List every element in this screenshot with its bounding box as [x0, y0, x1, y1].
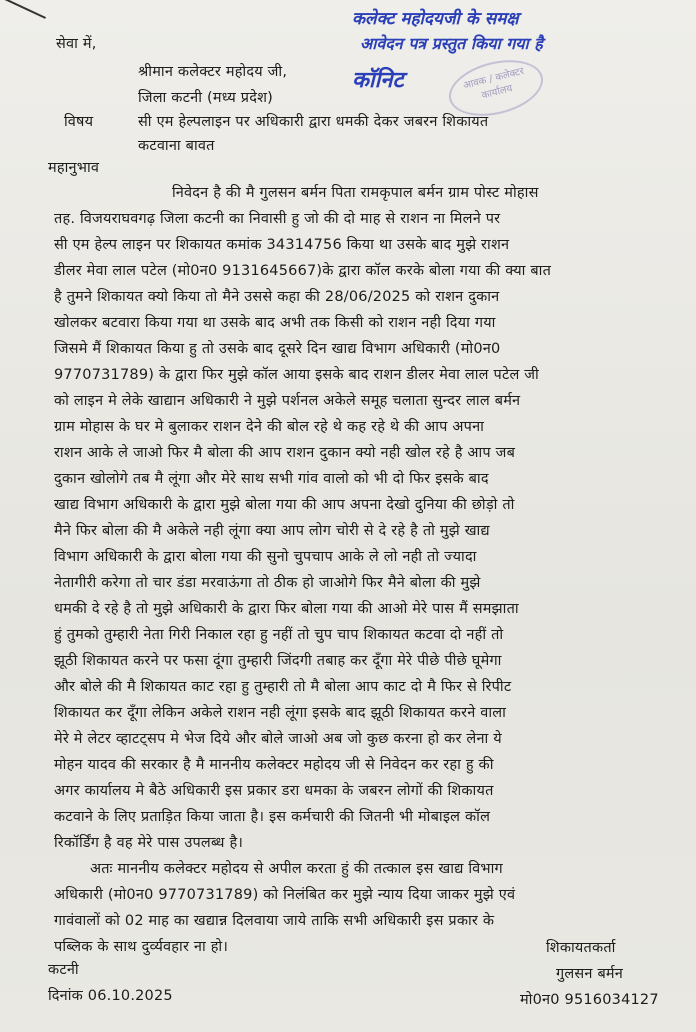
body-line: मेरे मे लेटर व्हाटट्सप मे भेज दिये और बोले जाओ अब जो कुछ करना हो कर लेना ये: [54, 731, 502, 747]
body-line: ग्राम मोहास के घर मे बुलाकर राशन देने की बोल रहे थे कह रहे थे की आप अपना: [54, 419, 485, 435]
body-line: मोहन यादव की सरकार है मै माननीय कलेक्टर महोदय जी से निवेदन कर रहा हु की: [54, 757, 494, 773]
body-line: तह. विजयराघवगढ़ जिला कटनी का निवासी हु जो की दो माह से राशन ना मिलने पर: [54, 211, 501, 227]
body-line: रिकॉर्डिंग है वह मेरे पास उपलब्ध है।: [54, 835, 244, 851]
body-line: विभाग अधिकारी के द्वारा बोला गया की सुनो चुपचाप आके ले लो नही तो ज्यादा: [54, 549, 477, 565]
body-line: 9770731789) के द्वारा फिर मुझे कॉल आया इसके बाद राशन डीलर मेवा लाल पटेल जी: [54, 367, 540, 383]
subject-line1: सी एम हेल्पलाइन पर अधिकारी द्वारा धमकी देकर जबरन शिकायत: [138, 114, 489, 130]
body-line: और बोले की मै शिकायत काट रहा हु तुम्हारी तो मै बोला आप काट दो मै फिर से रिपीट: [54, 679, 512, 695]
subject-line2: कटवाना बावत: [138, 138, 215, 154]
body-line: झूठी शिकायत करने पर फसा दूंगा तुम्हारी जिंदगी तबाह कर दूँगा मेरे पीछे पीछे घूमेगा: [54, 653, 502, 669]
salutation-to: सेवा में,: [56, 36, 97, 52]
handwritten-endorsement-line1: कलेक्ट महोदयजी के समक्ष: [352, 9, 519, 29]
body-line: खोलकर बटवारा किया गया था उसके बाद अभी तक किसी को राशन नही दिया गया: [54, 315, 496, 331]
complainant-phone: मो0न0 9516034127: [520, 992, 659, 1008]
body-line: पब्लिक के साथ दुर्व्यवहार ना हो।: [54, 939, 229, 955]
body-line: अतः माननीय कलेक्टर महोदय से अपील करता हुं की तत्काल इस खाद्य विभाग: [90, 861, 503, 877]
handwritten-signature: कॉनिट: [352, 67, 404, 93]
body-line: कटवाने के लिए प्रताड़ित किया जाता है। इस कर्मचारी की जितनी भी मोबाइल कॉल: [54, 809, 491, 825]
body-line: हुं तुमको तुम्हारी नेता गिरी निकाल रहा हु नहीं तो चुप चाप शिकायत कटवा दो नहीं तो: [54, 627, 504, 643]
addressee-line2: जिला कटनी (मध्य प्रदेश): [138, 90, 274, 106]
body-line: को लाइन मे लेके खाद्यान अधिकारी ने मुझे पर्शनल अकेले समूह चलाता सुन्दर लाल बर्मन: [54, 393, 521, 409]
subject-label: विषय: [64, 114, 94, 130]
body-line: राशन आके ले जाओ फिर मै बोला की आप राशन दुकान क्यो नही खोल रहे है आप जब: [54, 445, 516, 461]
body-line: सी एम हेल्प लाइन पर शिकायत कमांक 34314756 किया था उसके बाद मुझे राशन: [54, 237, 510, 253]
body-line: दुकान खोलोगे तब मै लूंगा और मेरे साथ सभी गांव वालो को भी दो फिर इसके बाद: [54, 471, 489, 487]
body-line: शिकायत कर दूँगा लेकिन अकेले राशन नही लूंगा इसके बाद झूठी शिकायत करने वाला: [54, 705, 507, 721]
handwritten-endorsement-line2: आवेदन पत्र प्रस्तुत किया गया है: [360, 34, 543, 53]
salutation: महानुभाव: [48, 160, 100, 176]
body-line: नेतागीरी करेगा तो चार डंडा मरवाऊंगा तो ठीक हो जाओगे फिर मैने बोला की मुझे: [54, 575, 481, 591]
body-line: जिसमे मैं शिकायत किया हु तो उसके बाद दूसरे दिन खाद्य विभाग अधिकारी (मो0न0: [54, 341, 501, 357]
body-line: अगर कार्यालय मे बैठे अधिकारी इस प्रकार डरा धमका के जबरन लोगों की शिकायत: [54, 783, 494, 799]
place: कटनी: [48, 962, 79, 978]
complainant-label: शिकायतकर्ता: [546, 940, 616, 956]
body-line: निवेदन है की मै गुलसन बर्मन पिता रामकृपाल बर्मन ग्राम पोस्ट मोहास: [172, 185, 539, 201]
body-line: धमकी दे रहे है तो मुझे अधिकारी के द्वारा फिर बोला गया की आओ मेरे पास मैं समझाता: [54, 601, 519, 617]
body-line: गावंवालों को 02 माह का खद्यान्न दिलवाया जाये ताकि सभी अधिकारी इस प्रकार के: [54, 913, 495, 929]
addressee-line1: श्रीमान कलेक्टर महोदय जी,: [138, 64, 288, 80]
body-line: मैने फिर बोला की मै अकेले नही लूंगा क्या आप लोग चोरी से दे रहे है तो मुझे खाद्य: [54, 523, 490, 539]
pen-mark: [0, 0, 46, 19]
body-line: डीलर मेवा लाल पटेल (मो0न0 9131645667)के द्वारा कॉल करके बोला गया की क्या बात: [54, 263, 552, 279]
body-line: है तुमने शिकायत क्यो किया तो मैने उससे कहा की 28/06/2025 को राशन दुकान: [54, 289, 500, 305]
complainant-name: गुलसन बर्मन: [556, 966, 624, 982]
date: दिनांक 06.10.2025: [48, 988, 173, 1004]
body-line: खाद्य विभाग अधिकारी के द्वारा मुझे बोला गया की आप अपना देखो दुनिया की छोड़ो तो: [54, 497, 515, 513]
office-stamp: आवक / कलेक्टर कार्यालय: [443, 51, 549, 125]
body-line: अधिकारी (मो0न0 9770731789) को निलंबित कर मुझे न्याय दिया जाकर मुझे एवं: [54, 887, 516, 903]
